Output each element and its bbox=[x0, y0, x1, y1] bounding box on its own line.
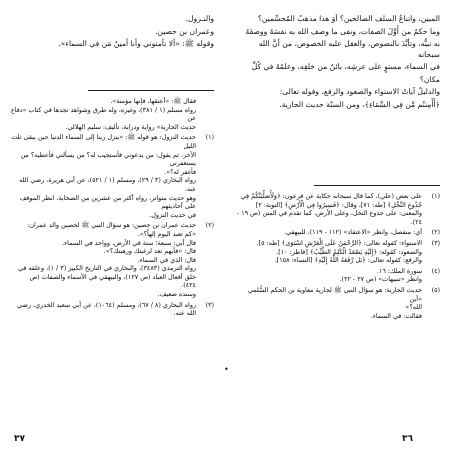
footnote-number: (٥) bbox=[431, 285, 440, 294]
footnote-line: رواه الترمذي (٣٤٨٣)، والبخاري في التاريخ الكبير (٣ / ١)، وعلقه في bbox=[17, 264, 196, 273]
footnote bbox=[10, 221, 214, 298]
footnote-line: والمعنى: على جذوع النخل، وعلى الأرض، كما تقدم في المتن (ص ١٩ - ٢٤). bbox=[236, 209, 422, 226]
main-line: به نبيُّه، وتأيَّدَ بالنصوص، والعقل عليه الخصوص، من أنَّ الله سبحانه bbox=[258, 39, 440, 59]
footnote bbox=[236, 239, 440, 265]
footnote-line: وانظر «تنبيهات» (ص ٢٧ - ٢٢). bbox=[339, 275, 422, 284]
page-number-left: ٣٧ bbox=[14, 434, 25, 444]
footnote-line: وسنده ضعيف. bbox=[157, 290, 196, 299]
right-page bbox=[236, 14, 440, 434]
footnote-line: سورة الملك: ١٦. bbox=[376, 266, 422, 275]
main-line: في السماء، مستوٍ على عرشِه، بائنٌ من خلقِه، وعلمُهُ في كُلِّ bbox=[251, 62, 440, 71]
main-line: وقوله ﷺ: «ألا تأمنوني وأنا أمينُ مَن في السماء». bbox=[58, 39, 214, 48]
footnote-line: الاستواء: كقوله تعالى: ﴿الرَّحْمَنُ عَلَى الْعَرْشِ اسْتَوَى﴾ [طه: ٥]. bbox=[256, 238, 422, 247]
footnote-line: رواه مسلم (١ / ٣٨١)، وغيره، وله طرق وشواهد تجدها في كتاب «دفاع عن bbox=[10, 105, 196, 123]
footnote-line: ٤٢٤). bbox=[181, 281, 196, 290]
footnote-number: (٣) bbox=[205, 300, 214, 309]
footnote-line: فقال ﷺ: «أعتقها، فإنها مؤمنة». bbox=[110, 97, 196, 105]
footnote-separator bbox=[314, 185, 440, 186]
footnote bbox=[236, 267, 440, 284]
main-line: المبين، واتباعُ السلف الصالحين؟ أَوَ هذا مذهبُ المُجسِّمين؟ bbox=[257, 14, 440, 23]
left-page bbox=[10, 14, 214, 434]
right-footnotes bbox=[236, 192, 440, 320]
footnote-line: قال: «فأيهم تعد لرغبتك ورهبتك؟». bbox=[103, 247, 196, 256]
footnote-number: (٤) bbox=[431, 266, 440, 275]
footnote-line: أي: منفصل، وانظر «الاعتقاد» (١١٢ - ١١٩)، للبيهقي. bbox=[284, 228, 422, 237]
footnote-line: «كم تعبد اليوم إلهاً؟». bbox=[137, 229, 196, 238]
main-line: والدليلُ آياتُ الاستواء والصعود والرفع، وقوله تعالى: bbox=[279, 87, 440, 96]
main-line: وعمران بن حصين. bbox=[155, 26, 214, 36]
footnote-line: الله؟» bbox=[405, 303, 422, 312]
main-line: وما حكمُ من أَوَّلَ الصفات، ونفى ما وصف الله به نفسَهُ ووصفَهُ bbox=[245, 26, 440, 36]
footnote-separator bbox=[88, 90, 214, 91]
footnote-line: وهو حديث متواتر، رواه أكثر من عشرين من الصحابة، انظر الموقف على أحاديثهم bbox=[19, 193, 196, 211]
footnote-line: فقالت: في السماء. bbox=[370, 311, 422, 320]
footnote-line: رواه البخاري (٣ / ٢٩)، ومسلم (١ / ٥٢١)، عن أبي هريرة، رضي الله bbox=[19, 176, 196, 185]
footnote-line: عنه. bbox=[184, 184, 196, 193]
footnote bbox=[236, 286, 440, 320]
left-footnotes bbox=[10, 97, 214, 318]
footnote bbox=[236, 192, 440, 226]
right-main-text bbox=[236, 14, 440, 179]
footnote-number: (١) bbox=[205, 133, 214, 142]
footnote-line: قال: الذي في السماء. bbox=[137, 255, 196, 264]
footnote-line: حديث النزول: هو قوله ﷺ: «ينزل ربنا إلى السماء الدنيا حين يبقى ثلث الليل bbox=[11, 133, 196, 150]
footnote-line: الله عنه. bbox=[173, 309, 196, 318]
footnote-line: على بعض (علي)، كما قال سبحانه حكاية عن فرعون: ﴿وَلَأُصَلِّبَنَّكُمْ فِي bbox=[240, 192, 422, 200]
center-mark: • bbox=[224, 365, 229, 374]
footnote-number bbox=[196, 97, 214, 131]
footnote-number: (٣) bbox=[431, 238, 440, 247]
footnote bbox=[10, 97, 214, 131]
footnote-line: الآخر، ثم يقول: من يدعوني فأستجيب له؟ من يسألني فأعطيه؟ من يستغفرني bbox=[20, 150, 196, 168]
footnote-number: (٢) bbox=[205, 221, 214, 230]
footnote-line: في حديث النزول. bbox=[149, 210, 196, 219]
footnote-line: جُذُوعِ النَّخْلِ﴾ [طه: ٧١]، وقال: ﴿فَسِيرُوا فِي الْأَرْضِ﴾ [التوبة: ٢] bbox=[255, 200, 422, 209]
footnote-line: رواه البخاري (٨ / ٦٧)، ومسلم (١٠٦٤)، عن أبي سعيد الخدري، رضي bbox=[17, 300, 196, 309]
main-line: والنـزول. bbox=[185, 14, 214, 23]
footnote-line: حديث عمران بن حصين: هو سؤال النبي ﷺ لحصين والد عمران: bbox=[27, 221, 196, 230]
footnote bbox=[10, 133, 214, 219]
footnote-line: حديث الجارية» رواية ودراية، تأليف: سليم الهلالي. bbox=[65, 122, 196, 131]
footnote-line: قال أبي: سبعة؛ ستة في الأرض، وواحد في السماء. bbox=[62, 238, 196, 247]
footnote bbox=[236, 228, 440, 237]
footnote-number: (١) bbox=[431, 192, 440, 200]
footnote-line: خلق أفعال العباد (ص ١٢٧)، والبيهقي في الأسماء والصفات (ص bbox=[29, 272, 196, 281]
footnote-line: فأغفر له؟». bbox=[164, 167, 196, 176]
footnote-number: (٢) bbox=[431, 228, 440, 237]
footnote-line: حديث الجارية: هو سؤال النبي ﷺ لجارية معاوية بن الحكم السُّلمي «أين bbox=[247, 285, 422, 303]
footnote bbox=[10, 301, 214, 318]
footnote-line: والصعود: كقوله: ﴿إِلَيْهِ يَصْعَدُ الْكَلِمُ الطَّيِّبُ﴾ [فاطر: ١٠]. bbox=[276, 247, 422, 256]
left-main-text bbox=[10, 14, 214, 84]
main-line: ﴿أَأَمِنتُم مَّن فِي السَّمَاءِ﴾، ومن السنّة حديث الجارية. bbox=[279, 99, 440, 109]
page-number-right: ٣٦ bbox=[402, 434, 413, 444]
main-line: مكان؟ bbox=[419, 74, 440, 84]
footnote-line: والرفع: كقوله تعالى: ﴿بَل رَّفَعَهُ اللَّهُ إِلَيْهِ﴾ [النساء: ١٥٨]. bbox=[274, 256, 422, 265]
